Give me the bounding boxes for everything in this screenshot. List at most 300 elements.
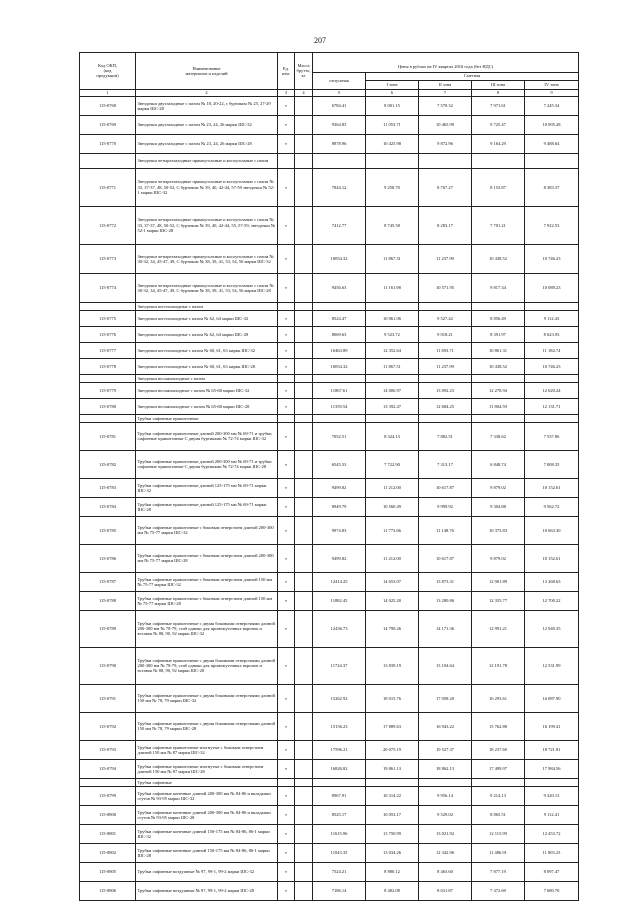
- item-mass: [295, 591, 313, 610]
- price-zone-2: 9 527.42: [419, 310, 472, 326]
- table-row: [80, 862, 579, 881]
- price-zone-1: 20 075.19: [366, 740, 419, 759]
- price-zone-4: [525, 374, 579, 382]
- item-mass: [295, 778, 313, 786]
- item-mass: [295, 740, 313, 759]
- item-mass: [295, 478, 313, 497]
- price-zone-4: 18 721.81: [525, 740, 579, 759]
- price-zone-2: 11 237.99: [419, 244, 472, 273]
- item-unit: т: [278, 740, 295, 759]
- price-zone-3: 7 472.60: [472, 881, 525, 900]
- item-code: 115-0773: [80, 244, 136, 273]
- price-base: 11867.61: [313, 382, 366, 398]
- price-zone-2: 9 018.21: [419, 326, 472, 342]
- column-number: 2: [136, 89, 278, 96]
- item-code: 115-0780: [80, 398, 136, 414]
- item-code: 115-0793: [80, 740, 136, 759]
- item-mass: [295, 382, 313, 398]
- price-zone-3: 9 304.88: [472, 497, 525, 516]
- price-zone-3: [472, 302, 525, 310]
- price-zone-1: 10 061.06: [366, 310, 419, 326]
- item-unit: т: [278, 712, 295, 740]
- price-base: 8524.47: [313, 310, 366, 326]
- item-name: Трубки сифонные: [136, 778, 278, 786]
- item-code: 115-0789: [80, 610, 136, 647]
- section-row: [80, 414, 579, 422]
- item-code: 115-0788: [80, 591, 136, 610]
- item-mass: [295, 302, 313, 310]
- table-row: [80, 382, 579, 398]
- item-code: [80, 414, 136, 422]
- price-zone-1: 13 392.47: [366, 398, 419, 414]
- price-base: 10054.32: [313, 358, 366, 374]
- price-base: [313, 778, 366, 786]
- price-zone-4: 10 746.23: [525, 244, 579, 273]
- item-name: Трубки сифонные прямоточные с боковым отверстием длиной 150 мм № 75-77 марки ШС-32: [136, 572, 278, 591]
- item-code: 115-0792: [80, 712, 136, 740]
- item-unit: [278, 374, 295, 382]
- item-unit: [278, 778, 295, 786]
- price-zone-1: 8 482.08: [366, 881, 419, 900]
- item-code: 115-0785: [80, 516, 136, 544]
- price-zone-4: 12 131.71: [525, 398, 579, 414]
- price-base: 11882.45: [313, 591, 366, 610]
- item-unit: т: [278, 824, 295, 843]
- item-mass: [295, 273, 313, 302]
- table-row: [80, 168, 579, 206]
- table-body: [80, 96, 579, 900]
- item-unit: т: [278, 206, 295, 244]
- table-row: [80, 591, 579, 610]
- price-zone-4: [525, 414, 579, 422]
- item-unit: т: [278, 326, 295, 342]
- item-code: 115-0805: [80, 862, 136, 881]
- item-code: 115-0801: [80, 824, 136, 843]
- item-unit: т: [278, 647, 295, 684]
- item-unit: т: [278, 843, 295, 862]
- price-base: 16826.82: [313, 759, 366, 778]
- price-zone-4: 8 097.47: [525, 862, 579, 881]
- item-name: Трубки сифонные прямоточные длиной 200-300 мм № 69-71 и трубки сифонные прямоточные С двумя буртиками № 72-74 марки ШС-32: [136, 422, 278, 450]
- section-row: [80, 302, 579, 310]
- price-zone-2: 8 463.60: [419, 862, 472, 881]
- price-zone-1: 11 212.00: [366, 478, 419, 497]
- item-name: Трубки сифонные прямоточные длиной 125-175 мм № 69-71 марки ШС-32: [136, 478, 278, 497]
- item-code: 115-0786: [80, 544, 136, 572]
- item-code: 115-0799: [80, 786, 136, 805]
- table-header: [80, 53, 579, 97]
- table-row: [80, 684, 579, 712]
- table-row: [80, 497, 579, 516]
- page-number: 207: [314, 36, 326, 45]
- item-name: Трубки сифонные прямоточные с двумя боковыми отверстиями длиной 200-300 мм № 78-79, сгиб однико для промежуточных воронок и вставок № 88, 90, 92 марки ШС-32: [136, 610, 278, 647]
- price-zone-1: 8 880.12: [366, 862, 419, 881]
- price-zone-3: 6 848.74: [472, 450, 525, 478]
- table-row: [80, 478, 579, 497]
- item-mass: [295, 610, 313, 647]
- item-unit: т: [278, 610, 295, 647]
- price-base: 10463.89: [313, 342, 366, 358]
- price-zone-4: 8 623.93: [525, 326, 579, 342]
- table-row: [80, 115, 579, 134]
- table-row: [80, 881, 579, 900]
- item-unit: т: [278, 422, 295, 450]
- price-zone-4: 10 152.61: [525, 544, 579, 572]
- price-base: 12436.73: [313, 610, 366, 647]
- item-name: Звездочки восьмизаходные с пазом № 65-68 марки ШС-28: [136, 398, 278, 414]
- price-zone-1: 9 258.70: [366, 168, 419, 206]
- header-price-base: отпускная: [313, 72, 366, 89]
- price-base: 11615.96: [313, 824, 366, 843]
- price-zone-3: 10 373.83: [472, 516, 525, 544]
- price-zone-1: [366, 374, 419, 382]
- price-base: 9456.63: [313, 273, 366, 302]
- price-zone-1: 14 006.97: [366, 382, 419, 398]
- item-name: Звездочки шестизаходные с пазом: [136, 302, 278, 310]
- price-base: [313, 414, 366, 422]
- price-base: 15262.92: [313, 684, 366, 712]
- price-base: 7412.77: [313, 206, 366, 244]
- item-code: 115-0772: [80, 206, 136, 244]
- item-code: [80, 302, 136, 310]
- price-zone-3: 12 355.77: [472, 591, 525, 610]
- price-zone-2: [419, 302, 472, 310]
- price-zone-4: [525, 153, 579, 168]
- table-row: [80, 134, 579, 153]
- table-row: [80, 358, 579, 374]
- item-unit: т: [278, 244, 295, 273]
- item-unit: т: [278, 450, 295, 478]
- item-mass: [295, 168, 313, 206]
- item-unit: т: [278, 342, 295, 358]
- item-code: 115-0771: [80, 168, 136, 206]
- price-zone-4: 17 984.56: [525, 759, 579, 778]
- price-zone-1: [366, 778, 419, 786]
- price-zone-1: 18 015.76: [366, 684, 419, 712]
- item-name: Звездочки двухзаходные с пазом № 18, 20-22, с буртиком № 25, 27-29 марки ШС-28: [136, 96, 278, 115]
- price-base: 7186.14: [313, 881, 366, 900]
- price-zone-3: 16 293.61: [472, 684, 525, 712]
- item-name: Трубки сифонные прямоточные длиной 200-300 мм № 69-71 и трубки сифонные прямоточные С двумя буртиками № 72-74 марки ШС-28: [136, 450, 278, 478]
- price-zone-4: 13 268.63: [525, 572, 579, 591]
- item-mass: [295, 516, 313, 544]
- price-base: 8069.63: [313, 326, 366, 342]
- column-number-row: [80, 89, 579, 96]
- item-unit: т: [278, 881, 295, 900]
- price-zone-1: 10 314.22: [366, 786, 419, 805]
- price-zone-2: 13 280.86: [419, 591, 472, 610]
- item-mass: [295, 422, 313, 450]
- item-mass: [295, 881, 313, 900]
- table-row: [80, 450, 579, 478]
- item-name: Трубки сифонные прямоточные с двумя боковыми отверстиями длиной 150 мм № 78, 79 марки ШС-32: [136, 684, 278, 712]
- price-zone-2: 12 342.96: [419, 843, 472, 862]
- item-mass: [295, 134, 313, 153]
- price-zone-4: 11 184.74: [525, 342, 579, 358]
- table-row: [80, 647, 579, 684]
- item-code: 115-0769: [80, 115, 136, 134]
- price-base: 9974.83: [313, 516, 366, 544]
- price-zone-1: 14 653.07: [366, 572, 419, 591]
- price-zone-1: 7 722.90: [366, 450, 419, 478]
- price-zone-1: 13 839.19: [366, 647, 419, 684]
- item-mass: [295, 244, 313, 273]
- price-zone-2: [419, 414, 472, 422]
- item-code: 115-0781: [80, 422, 136, 450]
- price-zone-3: 18 237.60: [472, 740, 525, 759]
- price-zone-4: 16 199.41: [525, 712, 579, 740]
- item-name: Звездочки двухзаходные с пазом № 23, 24, 26 марки ШС-32: [136, 115, 278, 134]
- item-unit: т: [278, 497, 295, 516]
- price-zone-2: 13 021.92: [419, 824, 472, 843]
- item-name: Звездочки шестизаходные с пазом № 60, 61, 63 марки ШС-28: [136, 358, 278, 374]
- price-zone-2: 16 943.22: [419, 712, 472, 740]
- price-base: 15156.23: [313, 712, 366, 740]
- item-code: 115-0768: [80, 96, 136, 115]
- price-zone-1: 13 750.99: [366, 824, 419, 843]
- price-zone-2: [419, 153, 472, 168]
- item-name: Трубки сифонные прямоточные с боковым отверстием длиной 200-300 мм № 75-77 марки ШС-28: [136, 544, 278, 572]
- price-zone-3: 10 438.52: [472, 244, 525, 273]
- item-unit: т: [278, 862, 295, 881]
- item-name: Звездочки четырехзаходные прямоугольные и косоугольные с пазом № 30-32, 34, 45-47, 49, С буртиком № 38, 39, 41, 53, 54, 56 марки ШС-32: [136, 244, 278, 273]
- price-zone-4: [525, 778, 579, 786]
- item-mass: [295, 342, 313, 358]
- price-zone-1: 10 053.17: [366, 805, 419, 824]
- price-base: 7844.12: [313, 168, 366, 206]
- item-unit: т: [278, 310, 295, 326]
- item-mass: [295, 843, 313, 862]
- price-zone-3: 9 879.02: [472, 478, 525, 497]
- price-zone-3: 7 338.62: [472, 422, 525, 450]
- price-zone-4: 10 095.28: [525, 115, 579, 134]
- item-name: Трубки сифонные прямоточные с двумя боковыми отверстиями длиной 150 мм № 78, 79 марки ШС-28: [136, 712, 278, 740]
- price-zone-1: 17 889.63: [366, 712, 419, 740]
- price-base: [313, 374, 366, 382]
- price-zone-3: 8 856.49: [472, 310, 525, 326]
- item-name: Трубки сифонные прямоточные с боковым отверстием длиной 150 мм № 75-77 марки ШС-28: [136, 591, 278, 610]
- item-name: Звездочки восьмизаходные с пазом: [136, 374, 278, 382]
- price-zone-2: 14 171.36: [419, 610, 472, 647]
- item-unit: [278, 153, 295, 168]
- price-zone-3: 9 214.13: [472, 786, 525, 805]
- header-zone-1: I зона: [366, 80, 419, 89]
- price-zone-3: 8 391.97: [472, 326, 525, 342]
- item-name: Трубки сифонные конечные длиной 150-175 мм № 84-86, 86-1 марки ШС-32: [136, 824, 278, 843]
- price-zone-2: 13 873.31: [419, 572, 472, 591]
- price-zone-4: 9 488.64: [525, 134, 579, 153]
- price-zone-3: 15 762.88: [472, 712, 525, 740]
- price-zone-1: 14 025.20: [366, 591, 419, 610]
- item-unit: т: [278, 96, 295, 115]
- price-zone-4: 7 922.53: [525, 206, 579, 244]
- price-base: [313, 153, 366, 168]
- header-price-zones: Сметная: [366, 72, 579, 80]
- price-zone-3: 9 725.47: [472, 115, 525, 134]
- header-code: Код ОКП, (код продукции): [80, 53, 136, 90]
- price-zone-1: 11 161.98: [366, 273, 419, 302]
- price-zone-4: 10 152.61: [525, 478, 579, 497]
- item-code: 115-0770: [80, 134, 136, 153]
- price-base: 11043.35: [313, 843, 366, 862]
- table-row: [80, 96, 579, 115]
- price-zone-3: 10 861.31: [472, 342, 525, 358]
- table-row: [80, 422, 579, 450]
- price-zone-4: 12 940.35: [525, 610, 579, 647]
- price-zone-3: 9 879.02: [472, 544, 525, 572]
- price-zone-3: 12 991.21: [472, 610, 525, 647]
- item-code: 115-0806: [80, 881, 136, 900]
- price-base: 11359.54: [313, 398, 366, 414]
- price-zone-1: 10 560.49: [366, 497, 419, 516]
- item-name: Звездочки четырехзаходные прямоугольные и косоугольные с пазом № 33, 37-37, 48, 50-52, С буртиком № 39, 40, 42-44, 55, 57-59, звездочки № 52-1 марки ШС-28: [136, 206, 278, 244]
- item-code: 115-0775: [80, 310, 136, 326]
- table-row: [80, 843, 579, 862]
- price-base: 12414.25: [313, 572, 366, 591]
- price-zone-2: 9 956.14: [419, 786, 472, 805]
- item-unit: т: [278, 805, 295, 824]
- item-name: Звездочки двухзаходные с пазом № 23, 24, 26 марки ШС-28: [136, 134, 278, 153]
- section-row: [80, 778, 579, 786]
- item-unit: т: [278, 358, 295, 374]
- item-mass: [295, 759, 313, 778]
- item-name: Звездочки восьмизаходные с пазом № 65-68 марки ШС-32: [136, 382, 278, 398]
- price-zone-4: 7 245.34: [525, 96, 579, 115]
- item-unit: т: [278, 478, 295, 497]
- price-zone-3: 7 971.61: [472, 96, 525, 115]
- table-row: [80, 244, 579, 273]
- item-mass: [295, 414, 313, 422]
- table-row: [80, 398, 579, 414]
- price-zone-3: 8 865.51: [472, 805, 525, 824]
- price-zone-1: [366, 414, 419, 422]
- item-mass: [295, 647, 313, 684]
- price-zone-2: 8 283.17: [419, 206, 472, 244]
- price-zone-2: 8 031.87: [419, 881, 472, 900]
- price-zone-3: [472, 778, 525, 786]
- price-zone-3: 11 486.91: [472, 843, 525, 862]
- column-number: 5: [313, 89, 366, 96]
- price-zone-3: [472, 414, 525, 422]
- item-unit: т: [278, 273, 295, 302]
- price-zone-4: 10 663.30: [525, 516, 579, 544]
- item-unit: т: [278, 134, 295, 153]
- item-code: [80, 374, 136, 382]
- item-mass: [295, 115, 313, 134]
- price-zone-3: 12 191.78: [472, 647, 525, 684]
- item-unit: т: [278, 591, 295, 610]
- price-base: 9364.83: [313, 115, 366, 134]
- item-code: 115-0787: [80, 572, 136, 591]
- item-code: 115-0778: [80, 358, 136, 374]
- item-name: Звездочки шестизаходные с пазом № 62, 64 марки ШС-28: [136, 326, 278, 342]
- price-base: 6784.41: [313, 96, 366, 115]
- item-mass: [295, 786, 313, 805]
- item-mass: [295, 153, 313, 168]
- item-mass: [295, 310, 313, 326]
- item-code: 115-0794: [80, 759, 136, 778]
- price-zone-1: 8 324.13: [366, 422, 419, 450]
- price-base: 8525.17: [313, 805, 366, 824]
- price-zone-2: [419, 778, 472, 786]
- price-zone-2: 19 527.37: [419, 740, 472, 759]
- item-unit: т: [278, 516, 295, 544]
- item-name: Трубки сифонные прямоточные: [136, 414, 278, 422]
- price-zone-4: 16 087.90: [525, 684, 579, 712]
- column-number: 6: [366, 89, 419, 96]
- item-mass: [295, 96, 313, 115]
- price-zone-4: 12 700.22: [525, 591, 579, 610]
- item-name: Трубки сифонные воздушные № 97, 99-1, 99-2 марки ШС-32: [136, 862, 278, 881]
- price-zone-4: 10 746.23: [525, 358, 579, 374]
- price-base: 7052.51: [313, 422, 366, 450]
- price-zone-1: 8 001.15: [366, 96, 419, 115]
- item-name: Трубки сифонные прямоточные длиной 125-175 мм № 69-71 марки ШС-28: [136, 497, 278, 516]
- item-unit: [278, 414, 295, 422]
- column-number: 8: [472, 89, 525, 96]
- item-name: Трубки сифонные конечные длиной 200-300 мм № 84-86 и вкладыши сгутов № 93-95 марки ШС-32: [136, 786, 278, 805]
- table-row: [80, 805, 579, 824]
- item-unit: [278, 302, 295, 310]
- price-zone-3: 7 701.21: [472, 206, 525, 244]
- price-zone-1: 11 867.31: [366, 244, 419, 273]
- item-code: 115-0779: [80, 382, 136, 398]
- item-unit: т: [278, 684, 295, 712]
- table-row: [80, 824, 579, 843]
- price-zone-1: 11 773.66: [366, 516, 419, 544]
- item-name: Звездочки четырехзаходные прямоугольные и косоугольные с пазом № 30-32, 34, 45-47, 49, С буртиком № 38, 39, 41, 53, 54, 56 марки ШС-28: [136, 273, 278, 302]
- item-name: Трубки сифонные конечные длиной 200-300 мм № 84-86 и вкладыши сгутов № 93-95 марки ШС-28: [136, 805, 278, 824]
- item-unit: т: [278, 544, 295, 572]
- price-zone-4: 11 803.23: [525, 843, 579, 862]
- item-mass: [295, 544, 313, 572]
- price-zone-1: 13 034.26: [366, 843, 419, 862]
- item-name: Трубки сифонные прямоточные с двумя боковыми отверстиями длиной 200-300 мм № 78-79, сгиб однико для промежуточных воронок и вставок № 88, 90, 92 марки ШС-28: [136, 647, 278, 684]
- item-code: 115-0784: [80, 497, 136, 516]
- header-zone-4: IV зона: [525, 80, 579, 89]
- item-mass: [295, 824, 313, 843]
- price-base: 9499.82: [313, 544, 366, 572]
- item-name: Трубки сифонные прямоточные изогнутые с боковым отверстием длиной 150 мм № 87 марки ШС-28: [136, 759, 278, 778]
- price-zone-1: 10 425.98: [366, 134, 419, 153]
- price-zone-2: 10 571.95: [419, 273, 472, 302]
- item-code: 115-0791: [80, 684, 136, 712]
- column-number: 3: [278, 89, 295, 96]
- price-zone-4: [525, 302, 579, 310]
- price-base: 8949.79: [313, 497, 366, 516]
- price-zone-3: 7 877.19: [472, 862, 525, 881]
- price-zone-3: [472, 153, 525, 168]
- item-mass: [295, 358, 313, 374]
- price-zone-4: 12 531.99: [525, 647, 579, 684]
- price-zone-3: 12 901.89: [472, 572, 525, 591]
- price-base: 17596.21: [313, 740, 366, 759]
- price-base: 11724.37: [313, 647, 366, 684]
- item-mass: [295, 862, 313, 881]
- item-unit: т: [278, 168, 295, 206]
- price-zone-2: [419, 374, 472, 382]
- table-row: [80, 759, 579, 778]
- price-zone-4: 12 620.24: [525, 382, 579, 398]
- table-row: [80, 572, 579, 591]
- price-zone-2: 12 684.25: [419, 398, 472, 414]
- price-zone-3: 9 164.29: [472, 134, 525, 153]
- price-base: 7524.21: [313, 862, 366, 881]
- price-zone-2: 10 617.87: [419, 478, 472, 497]
- price-zone-4: 12 453.72: [525, 824, 579, 843]
- price-zone-2: 10 465.99: [419, 115, 472, 134]
- price-zone-2: 17 058.20: [419, 684, 472, 712]
